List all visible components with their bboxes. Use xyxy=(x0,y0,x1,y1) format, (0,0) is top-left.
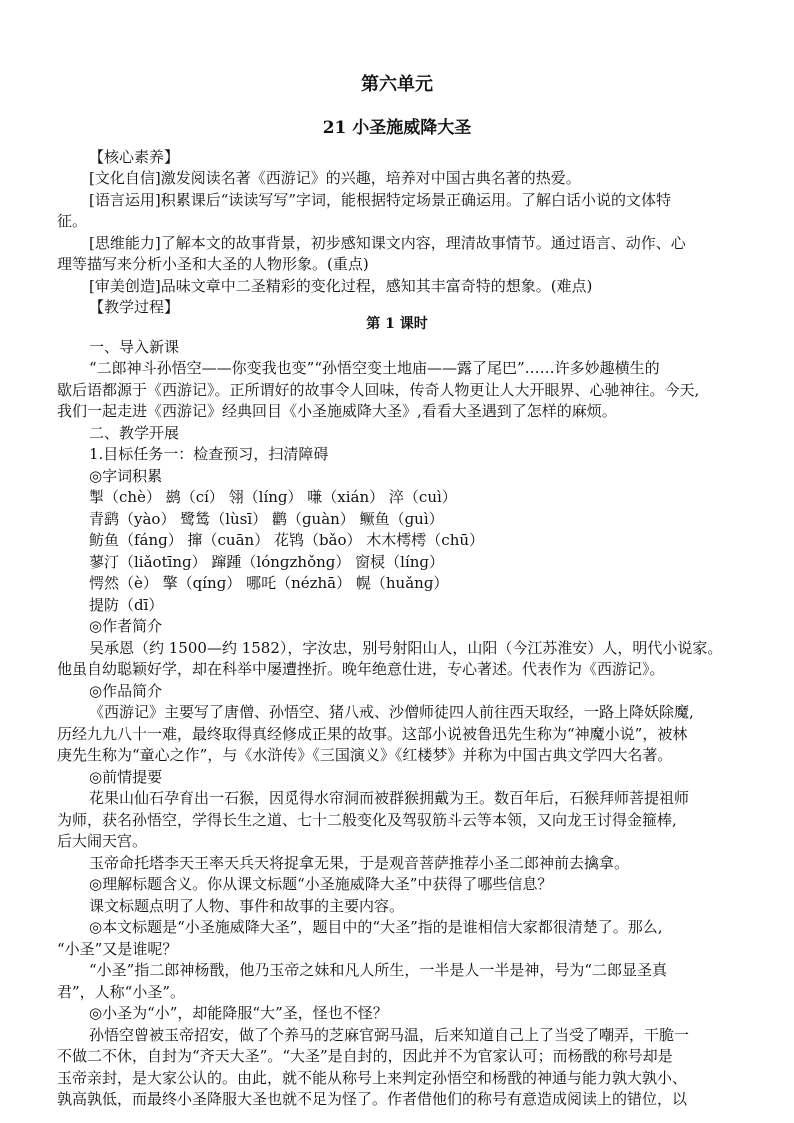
paragraph-line: “二郎神斗孙悟空——你变我也变”“孙悟空变土地庙——露了尾巴”……许多妙趣横生的 xyxy=(89,359,660,377)
core-line: [审美创造]品味文章中二圣精彩的变化过程，感知其丰富奇特的想象。(难点) xyxy=(89,277,593,295)
vocab-line: 鲂鱼（fánɡ） 撺（cuān） 花鸨（bǎo） 木木樗樗（chū） xyxy=(89,531,485,549)
paragraph-line: 歇后语都源于《西游记》。正所谓好的故事令人回味，传奇人物更让人大开眼界、心驰神往。今天, xyxy=(57,381,700,399)
sub-heading: ◎作者简介 xyxy=(89,617,163,635)
unit-title: 第六单元 xyxy=(361,74,433,95)
paragraph-line: 花果山仙石孕育出一石猴，因觅得水帘洞而被群猴拥戴为王。数百年后，石猴拜师菩提祖师 xyxy=(89,789,690,807)
sub-heading: ◎作品简介 xyxy=(89,682,163,700)
answer: 君”，人称“小圣”。 xyxy=(57,983,186,1001)
core-line: [思维能力]了解本文的故事背景，初步感知课文内容，理清故事情节。通过语言、动作、心 xyxy=(89,234,686,252)
paragraph-line: 历经九九八十一难，最终取得真经修成正果的故事。这部小说被鲁迅先生称为“神魔小说”，被林 xyxy=(57,725,688,743)
answer: 玉帝亲封，是大家公认的。由此，就不能从称号上来判定孙悟空和杨戬的神通与能力孰大孰小、 xyxy=(57,1069,688,1087)
core-heading: 【核心素养】 xyxy=(89,148,180,166)
lesson-title: 21 小圣施威降大圣 xyxy=(322,118,472,138)
question: “小圣”又是谁呢？ xyxy=(57,940,178,958)
paragraph-line: 我们一起走进《西游记》经典回目《小圣施威降大圣》,看看大圣遇到了怎样的麻烦。 xyxy=(57,402,617,420)
task-heading: 1.目标任务一：检查预习，扫清障碍 xyxy=(89,445,329,463)
vocab-line: 愕然（è） 擎（qínɡ） 哪吒（nézhā） 幌（huǎnɡ） xyxy=(89,574,449,592)
answer: 课文标题点明了人物、事件和故事的主要内容。 xyxy=(89,897,405,915)
paragraph-line: 他虽自幼聪颖好学，却在科举中屡遭挫折。晚年绝意仕进，专心著述。代表作为《西游记》。 xyxy=(57,660,665,678)
section-heading: 二、教学开展 xyxy=(89,424,180,442)
vocab-line: 青鹞（yào） 鹭鸶（lùsī） 鹳（ɡuàn） 鳜鱼（ɡuì） xyxy=(89,510,444,528)
answer: “小圣”指二郎神杨戬，他乃玉帝之妹和凡人所生，一半是人一半是神，号为“二郎显圣真 xyxy=(89,961,668,979)
process-heading: 【教学过程】 xyxy=(89,298,180,316)
question: ◎本文标题是“小圣施威降大圣”，题目中的“大圣”指的是谁相信大家都很清楚了。那么, xyxy=(89,918,663,936)
core-line: 理等描写来分析小圣和大圣的人物形象。(重点) xyxy=(57,255,369,273)
answer: 孙悟空曾被玉帝招安，做了个养马的芝麻官弼马温，后来知道自己上了当受了嘲弄，干脆一 xyxy=(89,1026,690,1044)
sub-heading: ◎字词积累 xyxy=(89,467,163,485)
question: ◎小圣为“小”，却能降服“大”圣，怪也不怪？ xyxy=(89,1004,388,1022)
paragraph-line: 后大闹天宫。 xyxy=(57,832,148,850)
sub-heading: ◎前情提要 xyxy=(89,768,163,786)
paragraph-line: 《西游记》主要写了唐僧、孙悟空、猪八戒、沙僧师徒四人前往西天取经，一路上降妖除魔, xyxy=(89,703,694,721)
paragraph-line: 为师，获名孙悟空，学得长生之道、七十二般变化及驾驭筋斗云等本领，又向龙王讨得金箍棒, xyxy=(57,811,677,829)
paragraph-line: 庚先生称为“童心之作”，与《水浒传》《三国演义》《红楼梦》并称为中国古典文学四大名著。 xyxy=(57,746,673,764)
core-line: 征。 xyxy=(57,212,88,230)
lesson-number: 第 1 课时 xyxy=(366,316,428,332)
core-line: [文化自信]激发阅读名著《西游记》的兴趣，培养对中国古典名著的热爱。 xyxy=(89,169,581,187)
question: ◎理解标题含义。你从课文标题“小圣施威降大圣”中获得了哪些信息？ xyxy=(89,875,553,893)
vocab-line: 掣（chè） 鹚（cí） 翎（línɡ） 嗛（xián） 淬（cuì） xyxy=(89,488,457,506)
vocab-line: 提防（dī） xyxy=(89,596,164,614)
section-heading: 一、导入新课 xyxy=(89,338,180,356)
core-line: [语言运用]积累课后“读读写写”字词，能根据特定场景正确运用。了解白话小说的文体特 xyxy=(89,191,672,209)
paragraph-line: 玉帝命托塔李天王率天兵天将捉拿无果，于是观音菩萨推荐小圣二郎神前去擒拿。 xyxy=(89,854,630,872)
answer: 不做二不休，自封为“齐天大圣”。“大圣”是自封的，因此并不为官家认可；而杨戬的称号却是 xyxy=(57,1047,673,1065)
paragraph-line: 吴承恩（约 1500—约 1582），字汝忠，别号射阳山人，山阳（今江苏淮安）人，明代小说家。 xyxy=(89,639,723,657)
answer: 孰高孰低，而最终小圣降服大圣也就不足为怪了。作者借他们的称号有意造成阅读上的错位，以 xyxy=(57,1090,688,1108)
vocab-line: 蓼汀（liǎotīnɡ） 蹿踵（lónɡzhǒnɡ） 窗棂（línɡ） xyxy=(89,553,444,571)
